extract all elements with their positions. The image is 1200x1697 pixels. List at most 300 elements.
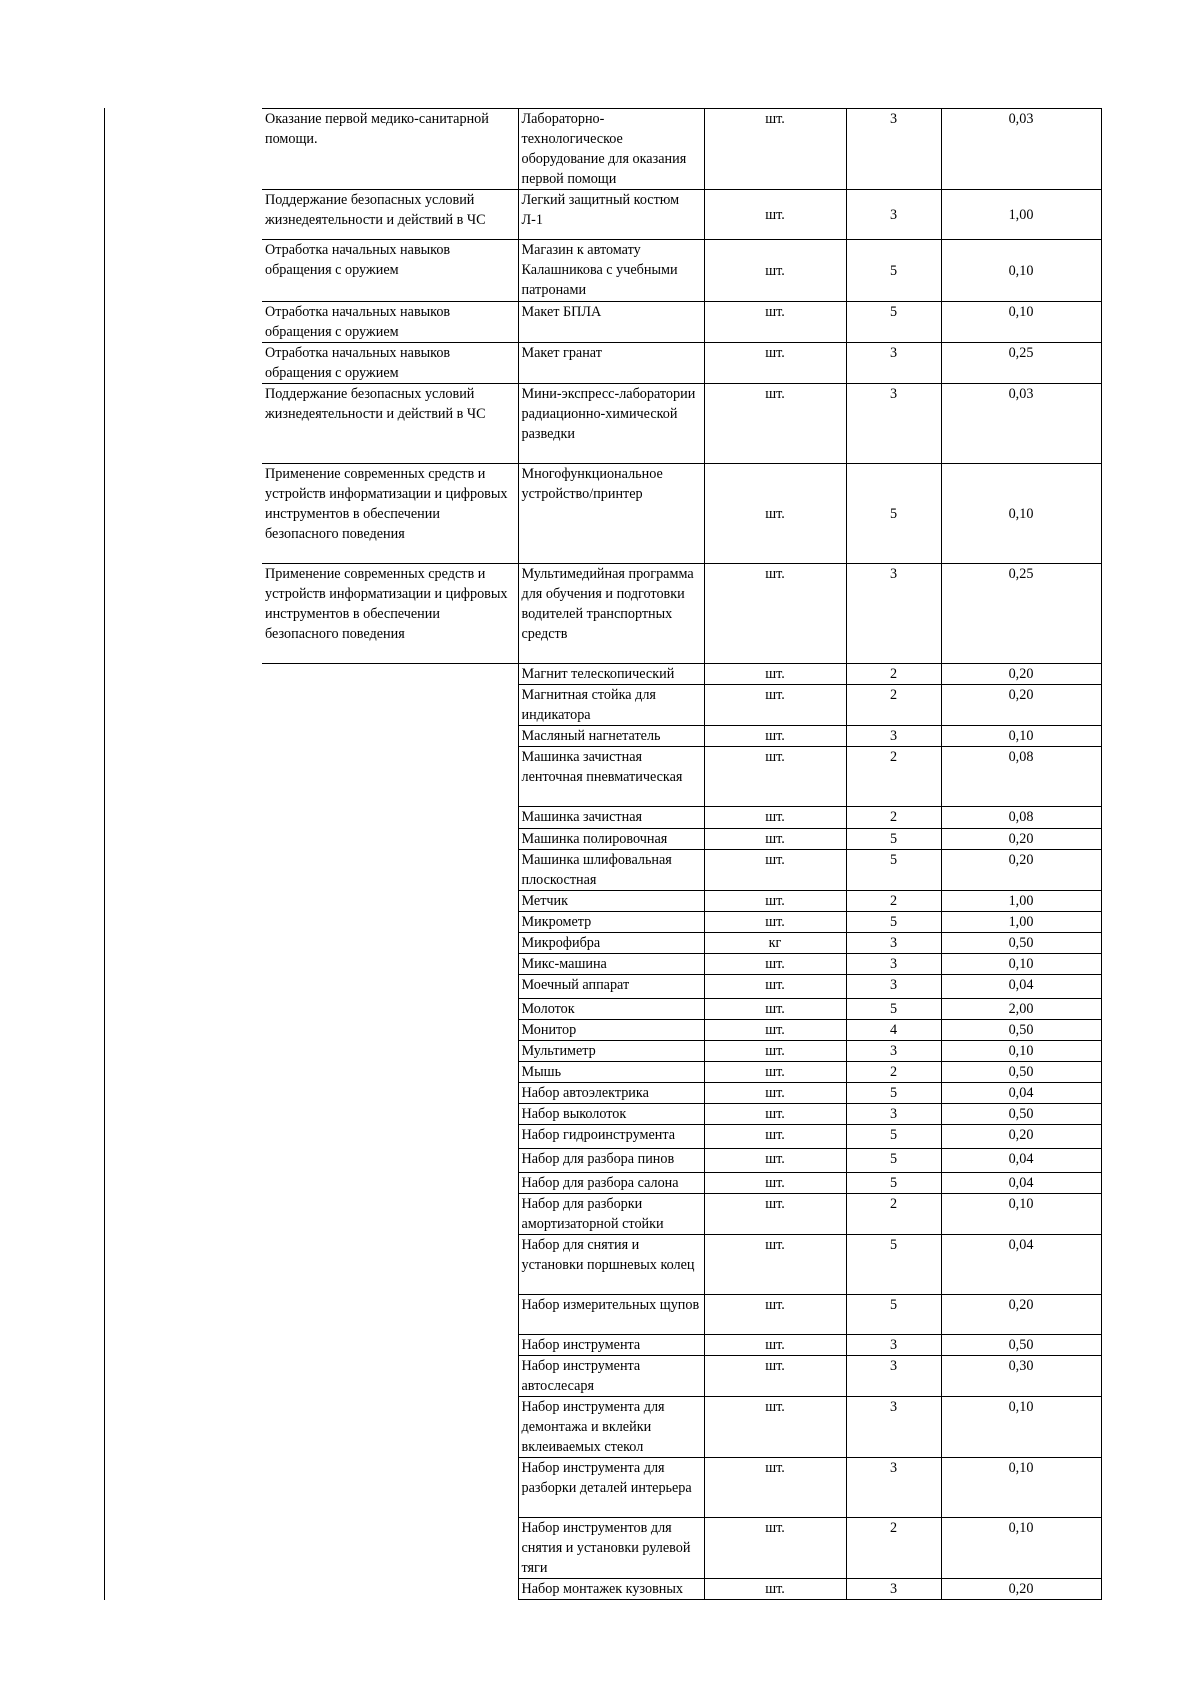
price-cell [941,933,1101,954]
price-cell [941,975,1101,999]
item-cell [518,975,704,999]
qty-cell [846,109,941,190]
price-cell-text: 1,00 [1008,893,1034,909]
price-cell-text: 0,04 [1008,1085,1034,1101]
qty-cell-text: 3 [889,1581,898,1597]
item-cell-text: Машинка зачистная ленточная пневматическая [521,749,683,785]
unit-cell-text: шт. [765,1237,785,1253]
unit-cell-text: шт. [765,1043,785,1059]
price-cell [941,1104,1101,1125]
price-cell-text: 0,10 [1008,304,1034,320]
item-cell [518,1083,704,1104]
qty-cell-text: 3 [889,566,898,582]
qty-cell-text: 2 [889,749,898,765]
item-cell [518,1295,704,1335]
unit-cell-text: шт. [765,1106,785,1122]
price-cell-text: 1,00 [1008,206,1034,223]
item-cell-text: Легкий защитный костюм Л-1 [521,192,680,228]
unit-cell [704,1397,846,1458]
price-cell [941,954,1101,975]
section-cell-text: Поддержание безопасных условий жизнедеятельности и действий в ЧС [265,192,486,228]
section-cell [262,190,518,240]
unit-cell-text: шт. [765,914,785,930]
price-cell-text: 0,50 [1008,1337,1034,1353]
item-cell [518,1104,704,1125]
unit-cell [704,747,846,807]
table-row [262,664,1101,685]
item-cell-text: Машинка шлифовальная плоскостная [521,852,672,888]
unit-cell [704,240,846,302]
item-cell-text: Набор для разбора пинов [521,1151,675,1167]
price-cell-text: 0,04 [1008,1175,1034,1191]
unit-cell-text: шт. [765,852,785,868]
unit-cell-text: кг [768,935,782,951]
qty-cell-text: 3 [889,386,898,402]
qty-cell [846,343,941,384]
price-cell-text: 0,20 [1008,831,1034,847]
price-cell [941,1062,1101,1083]
unit-cell-text: шт. [765,749,785,765]
section-cell [262,302,518,343]
unit-cell [704,1335,846,1356]
table-row [262,240,1101,302]
item-cell-text: Монитор [521,1022,577,1038]
unit-cell-text: шт. [765,977,785,993]
price-cell-text: 0,30 [1008,1358,1034,1374]
unit-cell [704,807,846,829]
item-cell [518,1235,704,1295]
item-cell [518,190,704,240]
section-cell-text: Применение современных средств и устройств информатизации и цифровых инструментов в обеспечении безопасного поведения [265,566,508,642]
unit-cell [704,933,846,954]
item-cell-text: Моечный аппарат [521,977,630,993]
item-cell-text: Набор инструмента [521,1337,641,1353]
price-cell-text: 0,20 [1008,852,1034,868]
price-cell-text: 0,10 [1008,1460,1034,1476]
qty-cell-text: 5 [889,1151,898,1167]
price-cell [941,384,1101,464]
item-cell [518,664,704,685]
item-cell [518,302,704,343]
item-cell [518,954,704,975]
unit-cell-text: шт. [765,304,785,320]
item-cell-text: Набор инструмента для разборки деталей интерьера [521,1460,692,1496]
item-cell [518,384,704,464]
price-cell [941,912,1101,933]
item-cell-text: Набор инструментов для снятия и установки рулевой тяги [521,1520,691,1576]
price-cell [941,109,1101,190]
qty-cell [846,933,941,954]
qty-cell-text: 3 [889,1106,898,1122]
unit-cell-text: шт. [765,1064,785,1080]
qty-cell-text: 3 [889,206,898,223]
price-cell-text: 0,50 [1008,1064,1034,1080]
unit-cell-text: шт. [765,1399,785,1415]
qty-cell-text: 3 [889,1399,898,1415]
unit-cell-text: шт. [765,893,785,909]
unit-cell-text: шт. [765,566,785,582]
item-cell-text: Магазин к автомату Калашникова с учебными патронами [521,242,678,298]
item-cell-text: Микрометр [521,914,592,930]
unit-cell-text: шт. [765,1151,785,1167]
unit-cell-text: шт. [765,1022,785,1038]
item-cell-text: Набор монтажек кузовных [521,1581,684,1597]
item-cell-text: Машинка полировочная [521,831,668,847]
unit-cell [704,464,846,564]
unit-cell [704,891,846,912]
section-cell [262,343,518,384]
price-cell [941,1125,1101,1149]
price-cell [941,1020,1101,1041]
price-cell [941,1173,1101,1194]
price-cell [941,564,1101,664]
price-cell [941,1083,1101,1104]
price-cell-text: 0,08 [1008,749,1034,765]
qty-cell-text: 5 [889,304,898,320]
unit-cell [704,664,846,685]
qty-cell [846,954,941,975]
section-cell [262,564,518,664]
item-cell-text: Микрофибра [521,935,601,951]
unit-cell-text: шт. [765,1127,785,1143]
unit-cell-text: шт. [765,1337,785,1353]
section-cell [262,109,518,190]
item-cell-text: Мышь [521,1064,562,1080]
unit-cell [704,1041,846,1062]
section-cell-text: Отработка начальных навыков обращения с оружием [265,304,451,340]
unit-cell [704,343,846,384]
item-cell [518,1458,704,1518]
qty-cell [846,1173,941,1194]
qty-cell [846,912,941,933]
price-cell [941,240,1101,302]
unit-cell-text: шт. [765,831,785,847]
item-cell-text: Набор измерительных щупов [521,1297,700,1313]
qty-cell [846,975,941,999]
item-cell [518,1062,704,1083]
price-cell [941,190,1101,240]
price-cell [941,685,1101,726]
qty-cell-text: 2 [889,1196,898,1212]
qty-cell-text: 5 [889,1175,898,1191]
unit-cell-text: шт. [765,1297,785,1313]
price-cell [941,464,1101,564]
qty-cell [846,726,941,747]
qty-cell [846,1458,941,1518]
item-cell-text: Набор для разборки амортизаторной стойки [521,1196,664,1232]
item-cell [518,850,704,891]
item-cell-text: Машинка зачистная [521,809,643,825]
unit-cell-text: шт. [765,206,785,223]
qty-cell-text: 3 [889,977,898,993]
item-cell [518,1335,704,1356]
item-cell [518,343,704,384]
qty-cell-text: 5 [889,1085,898,1101]
unit-cell-text: шт. [765,1460,785,1476]
qty-cell-text: 3 [889,1337,898,1353]
qty-cell [846,190,941,240]
item-cell [518,891,704,912]
price-cell-text: 2,00 [1008,1001,1034,1017]
qty-cell-text: 5 [889,1237,898,1253]
price-cell-text: 0,25 [1008,566,1034,582]
qty-cell-text: 3 [889,1043,898,1059]
qty-cell-text: 2 [889,666,898,682]
price-cell-text: 1,00 [1008,914,1034,930]
qty-cell [846,1295,941,1335]
unit-cell-text: шт. [765,728,785,744]
unit-cell [704,190,846,240]
left-margin-line [104,108,105,1600]
unit-cell [704,1104,846,1125]
qty-cell [846,807,941,829]
price-cell-text: 0,08 [1008,809,1034,825]
qty-cell-text: 5 [889,262,898,279]
price-cell [941,999,1101,1020]
section-cell-text: Поддержание безопасных условий жизнедеятельности и действий в ЧС [265,386,486,422]
table-row [262,190,1101,240]
table-row [262,343,1101,384]
qty-cell [846,302,941,343]
equipment-table-body [262,109,1101,1600]
qty-cell-text: 2 [889,1064,898,1080]
item-cell-text: Набор для снятия и установки поршневых колец [521,1237,695,1273]
unit-cell-text: шт. [765,956,785,972]
qty-cell-text: 4 [889,1022,898,1038]
table-row [262,384,1101,464]
unit-cell-text: шт. [765,1175,785,1191]
unit-cell-text: шт. [765,345,785,361]
item-cell-text: Магнит телескопический [521,666,675,682]
item-cell-text: Микс-машина [521,956,607,972]
price-cell-text: 0,20 [1008,666,1034,682]
qty-cell-text: 5 [889,852,898,868]
price-cell [941,1235,1101,1295]
section-cell [262,384,518,464]
section-cell-text: Отработка начальных навыков обращения с оружием [265,242,451,278]
price-cell-text: 0,03 [1008,386,1034,402]
unit-cell-text: шт. [765,505,785,522]
price-cell [941,1149,1101,1173]
item-cell [518,1518,704,1579]
unit-cell-text: шт. [765,1520,785,1536]
item-cell-text: Многофункциональное устройство/принтер [521,466,663,502]
item-cell-text: Мини-экспресс-лаборатории радиационно-химической разведки [521,386,696,442]
price-cell [941,664,1101,685]
equipment-table [262,108,1102,1600]
item-cell [518,1125,704,1149]
item-cell-text: Лабораторно-технологическое оборудование для оказания первой помощи [521,111,687,187]
item-cell [518,1194,704,1235]
price-cell-text: 0,20 [1008,1297,1034,1313]
price-cell-text: 0,10 [1008,1043,1034,1059]
item-cell [518,1397,704,1458]
price-cell-text: 0,10 [1008,1399,1034,1415]
unit-cell [704,1295,846,1335]
qty-cell-text: 3 [889,728,898,744]
unit-cell [704,1020,846,1041]
item-cell-text: Набор гидроинструмента [521,1127,676,1143]
price-cell [941,1356,1101,1397]
qty-cell-text: 5 [889,914,898,930]
section-cell [262,464,518,564]
qty-cell [846,564,941,664]
qty-cell [846,1149,941,1173]
item-cell [518,1173,704,1194]
qty-cell [846,999,941,1020]
qty-cell [846,1356,941,1397]
price-cell [941,807,1101,829]
qty-cell-text: 5 [889,1127,898,1143]
unit-cell [704,1083,846,1104]
unit-cell-text: шт. [765,386,785,402]
item-cell-text: Масляный нагнетатель [521,728,661,744]
qty-cell-text: 3 [889,1460,898,1476]
item-cell [518,240,704,302]
item-cell-text: Метчик [521,893,569,909]
unit-cell [704,384,846,464]
item-cell-text: Набор автоэлектрика [521,1085,649,1101]
unit-cell [704,1173,846,1194]
unit-cell [704,1194,846,1235]
item-cell-text: Магнитная стойка для индикатора [521,687,656,723]
item-cell-text: Мультиметр [521,1043,596,1059]
price-cell-text: 0,10 [1008,956,1034,972]
qty-cell [846,464,941,564]
item-cell-text: Набор инструмента для демонтажа и вклейки вклеиваемых стекол [521,1399,665,1455]
item-cell [518,829,704,850]
price-cell-text: 0,20 [1008,1581,1034,1597]
price-cell-text: 0,04 [1008,1237,1034,1253]
unit-cell [704,564,846,664]
qty-cell-text: 2 [889,1520,898,1536]
unit-cell-text: шт. [765,111,785,127]
qty-cell-text: 2 [889,687,898,703]
qty-cell [846,1125,941,1149]
price-cell [941,891,1101,912]
item-cell-text: Набор инструмента автослесаря [521,1358,641,1394]
price-cell [941,302,1101,343]
unit-cell [704,109,846,190]
unit-cell-text: шт. [765,1581,785,1597]
unit-cell-text: шт. [765,809,785,825]
section-cell-text: Применение современных средств и устройств информатизации и цифровых инструментов в обеспечении безопасного поведения [265,466,508,542]
item-cell-text: Мультимедийная программа для обучения и подготовки водителей транспортных средств [521,566,694,642]
qty-cell [846,891,941,912]
qty-cell [846,384,941,464]
qty-cell [846,664,941,685]
price-cell [941,726,1101,747]
item-cell [518,933,704,954]
unit-cell-text: шт. [765,1085,785,1101]
price-cell [941,343,1101,384]
unit-cell-text: шт. [765,1001,785,1017]
qty-cell-text: 3 [889,1358,898,1374]
qty-cell-text: 3 [889,956,898,972]
price-cell-text: 0,10 [1008,262,1034,279]
unit-cell [704,726,846,747]
price-cell [941,1579,1101,1600]
qty-cell [846,1194,941,1235]
price-cell-text: 0,50 [1008,1022,1034,1038]
qty-cell [846,240,941,302]
qty-cell-text: 5 [889,505,898,522]
qty-cell [846,1083,941,1104]
qty-cell-text: 5 [889,1297,898,1313]
price-cell [941,747,1101,807]
section-cell-text: Отработка начальных навыков обращения с оружием [265,345,451,381]
qty-cell [846,850,941,891]
qty-cell [846,829,941,850]
price-cell-text: 0,10 [1008,1196,1034,1212]
unit-cell-text: шт. [765,262,785,279]
qty-cell [846,1335,941,1356]
price-cell-text: 0,03 [1008,111,1034,127]
qty-cell-text: 2 [889,893,898,909]
unit-cell [704,685,846,726]
qty-cell [846,1062,941,1083]
section-cell-text: Оказание первой медико-санитарной помощи. [265,111,489,147]
unit-cell [704,850,846,891]
qty-cell [846,1579,941,1600]
qty-cell-text: 5 [889,831,898,847]
unit-cell [704,1062,846,1083]
item-cell [518,1041,704,1062]
section-cell-empty [262,664,518,1600]
qty-cell [846,747,941,807]
qty-cell [846,1104,941,1125]
item-cell [518,999,704,1020]
unit-cell-text: шт. [765,666,785,682]
price-cell [941,1295,1101,1335]
unit-cell [704,1356,846,1397]
unit-cell [704,912,846,933]
price-cell [941,829,1101,850]
item-cell [518,464,704,564]
item-cell [518,109,704,190]
qty-cell-text: 3 [889,935,898,951]
price-cell [941,1458,1101,1518]
qty-cell [846,1518,941,1579]
item-cell-text: Молоток [521,1001,575,1017]
unit-cell [704,1125,846,1149]
price-cell-text: 0,10 [1008,728,1034,744]
price-cell [941,1194,1101,1235]
item-cell [518,1020,704,1041]
price-cell-text: 0,20 [1008,687,1034,703]
item-cell [518,1579,704,1600]
item-cell [518,747,704,807]
unit-cell [704,1458,846,1518]
price-cell [941,1335,1101,1356]
unit-cell-text: шт. [765,687,785,703]
item-cell-text: Макет гранат [521,345,602,361]
item-cell [518,912,704,933]
qty-cell [846,1235,941,1295]
item-cell-text: Макет БПЛА [521,304,602,320]
price-cell [941,1041,1101,1062]
item-cell [518,807,704,829]
price-cell-text: 0,10 [1008,505,1034,522]
price-cell-text: 0,10 [1008,1520,1034,1536]
unit-cell [704,975,846,999]
item-cell-text: Набор выколоток [521,1106,627,1122]
unit-cell [704,1149,846,1173]
unit-cell [704,1518,846,1579]
unit-cell [704,1235,846,1295]
qty-cell-text: 5 [889,1001,898,1017]
price-cell-text: 0,04 [1008,977,1034,993]
